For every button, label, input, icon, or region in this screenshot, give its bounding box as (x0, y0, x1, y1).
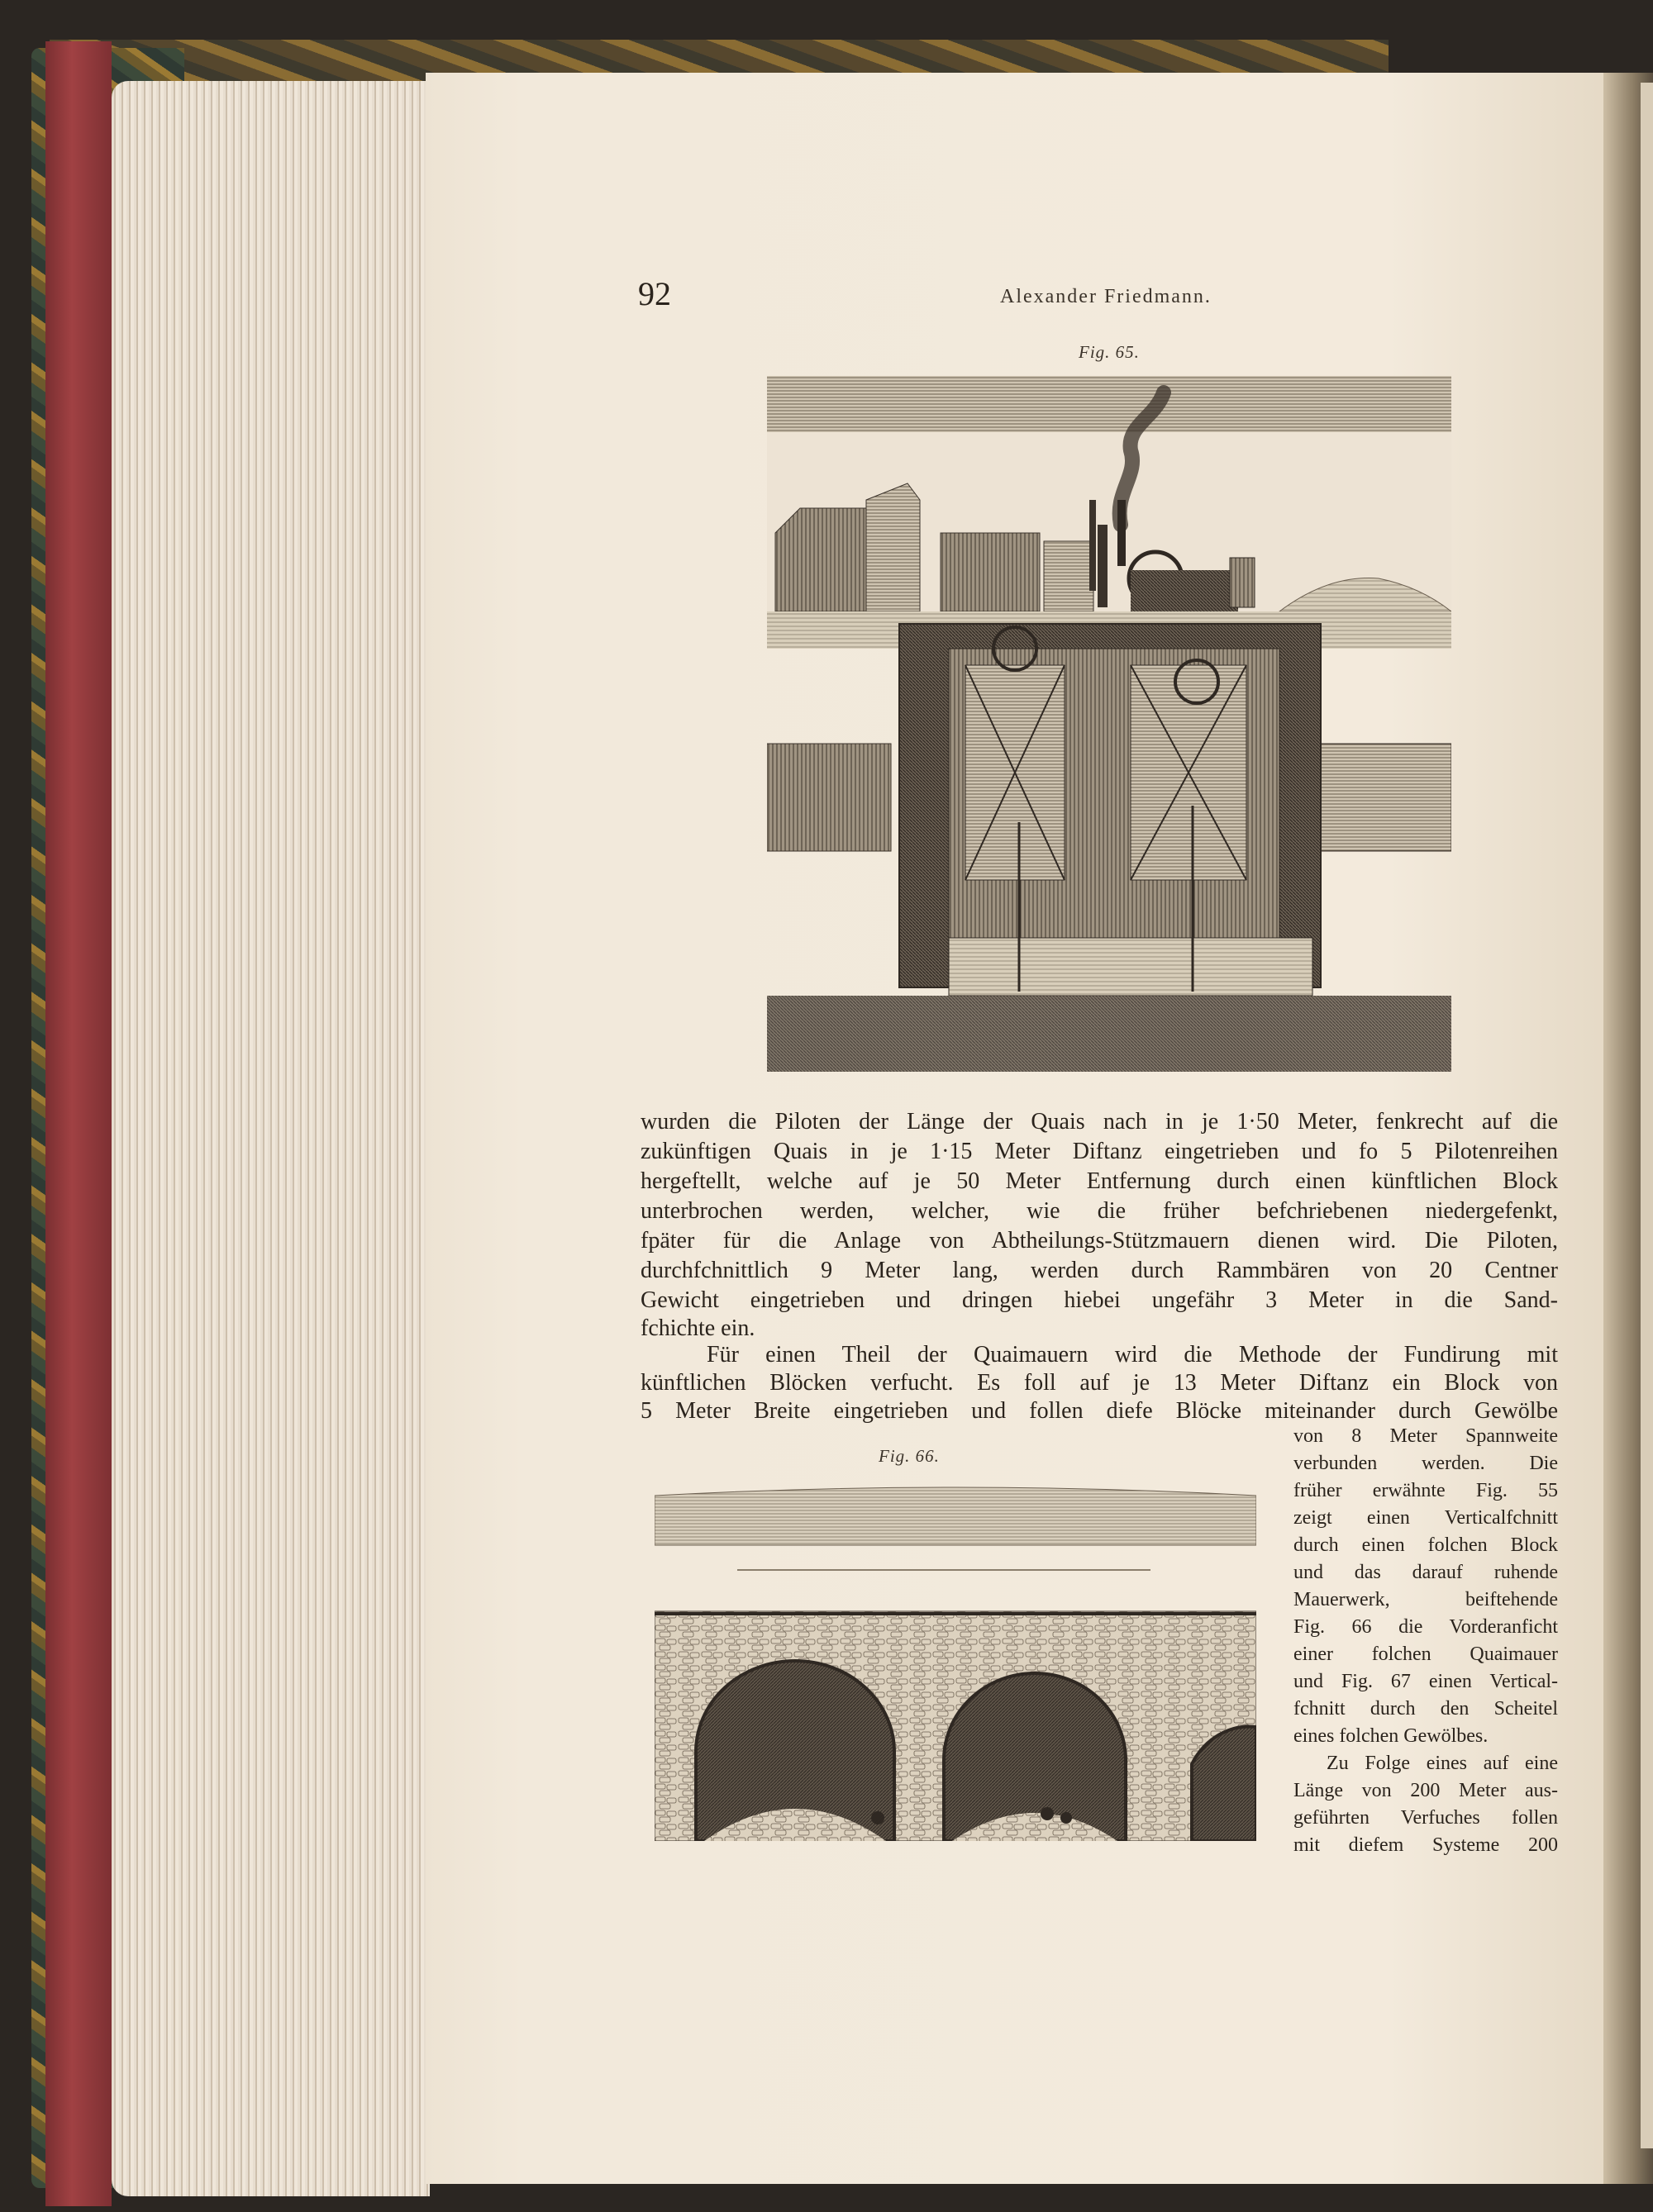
figure-65-caption: Fig. 65. (1079, 342, 1140, 362)
figure-65-engraving (767, 376, 1451, 1072)
text-line: hergeftellt, welche auf je 50 Meter Entfernung durch einen künftlichen Block (641, 1168, 1558, 1194)
running-head: Alexander Friedmann. (1000, 286, 1212, 307)
side-text-line: geführten Verfuches follen (1293, 1807, 1558, 1829)
side-text-line: eines folchen Gewölbes. (1293, 1725, 1489, 1747)
side-text-line: Fig. 66 die Vorderanficht (1293, 1616, 1558, 1638)
text-line: wurden die Piloten der Länge der Quais nach in je 1·50 Meter, fenkrecht auf die (641, 1109, 1558, 1135)
side-text-line: früher erwähnte Fig. 55 (1293, 1480, 1558, 1501)
figure-66-caption: Fig. 66. (879, 1446, 940, 1466)
side-text-line: Mauerwerk, beiftehende (1293, 1589, 1558, 1610)
text-line: zukünftigen Quais in je 1·15 Meter Diftanz eingetrieben und fo 5 Pilotenreihen (641, 1139, 1558, 1164)
text-line: künftlichen Blöcken verfucht. Es foll auf je 13 Meter Diftanz ein Block von (641, 1370, 1558, 1396)
sky-band (767, 376, 1451, 432)
side-text-line: zeigt einen Verticalfchnitt (1293, 1507, 1558, 1529)
side-text-line: von 8 Meter Spannweite (1293, 1425, 1558, 1447)
side-text-line: und das darauf ruhende (1293, 1562, 1558, 1583)
cover-spine-edge (45, 41, 112, 2206)
text-line: unterbrochen werden, welcher, wie die früher befchriebenen niedergefenkt, (641, 1198, 1558, 1224)
side-text-line: verbunden werden. Die (1293, 1453, 1558, 1474)
page-number: 92 (638, 275, 671, 312)
figure-66-engraving (655, 1479, 1256, 1841)
side-text-line: fchnitt durch den Scheitel (1293, 1698, 1558, 1720)
text-line: fpäter für die Anlage von Abtheilungs-Stützmauern dienen wird. Die Piloten, (641, 1228, 1558, 1253)
side-text-line: Länge von 200 Meter aus- (1293, 1780, 1558, 1801)
page-edges-stack (112, 81, 430, 2196)
text-line: fchichte ein. (641, 1315, 755, 1341)
side-text-line: mit diefem Systeme 200 (1293, 1834, 1558, 1856)
side-text-line: Zu Folge eines auf eine (1327, 1753, 1558, 1774)
text-line: Für einen Theil der Quaimauern wird die Methode der Fundirung mit (707, 1342, 1558, 1368)
facing-page-edge (1641, 83, 1653, 2148)
text-line: Gewicht eingetrieben und dringen hiebei ungefähr 3 Meter in die Sand- (641, 1287, 1558, 1313)
text-line: 5 Meter Breite eingetrieben und follen diefe Blöcke miteinander durch Gewölbe (641, 1398, 1558, 1424)
side-text-line: durch einen folchen Block (1293, 1534, 1558, 1556)
side-text-line: einer folchen Quaimauer (1293, 1644, 1558, 1665)
text-line: durchfchnittlich 9 Meter lang, werden durch Rammbären von 20 Centner (641, 1258, 1558, 1283)
side-text-line: und Fig. 67 einen Vertical- (1293, 1671, 1558, 1692)
